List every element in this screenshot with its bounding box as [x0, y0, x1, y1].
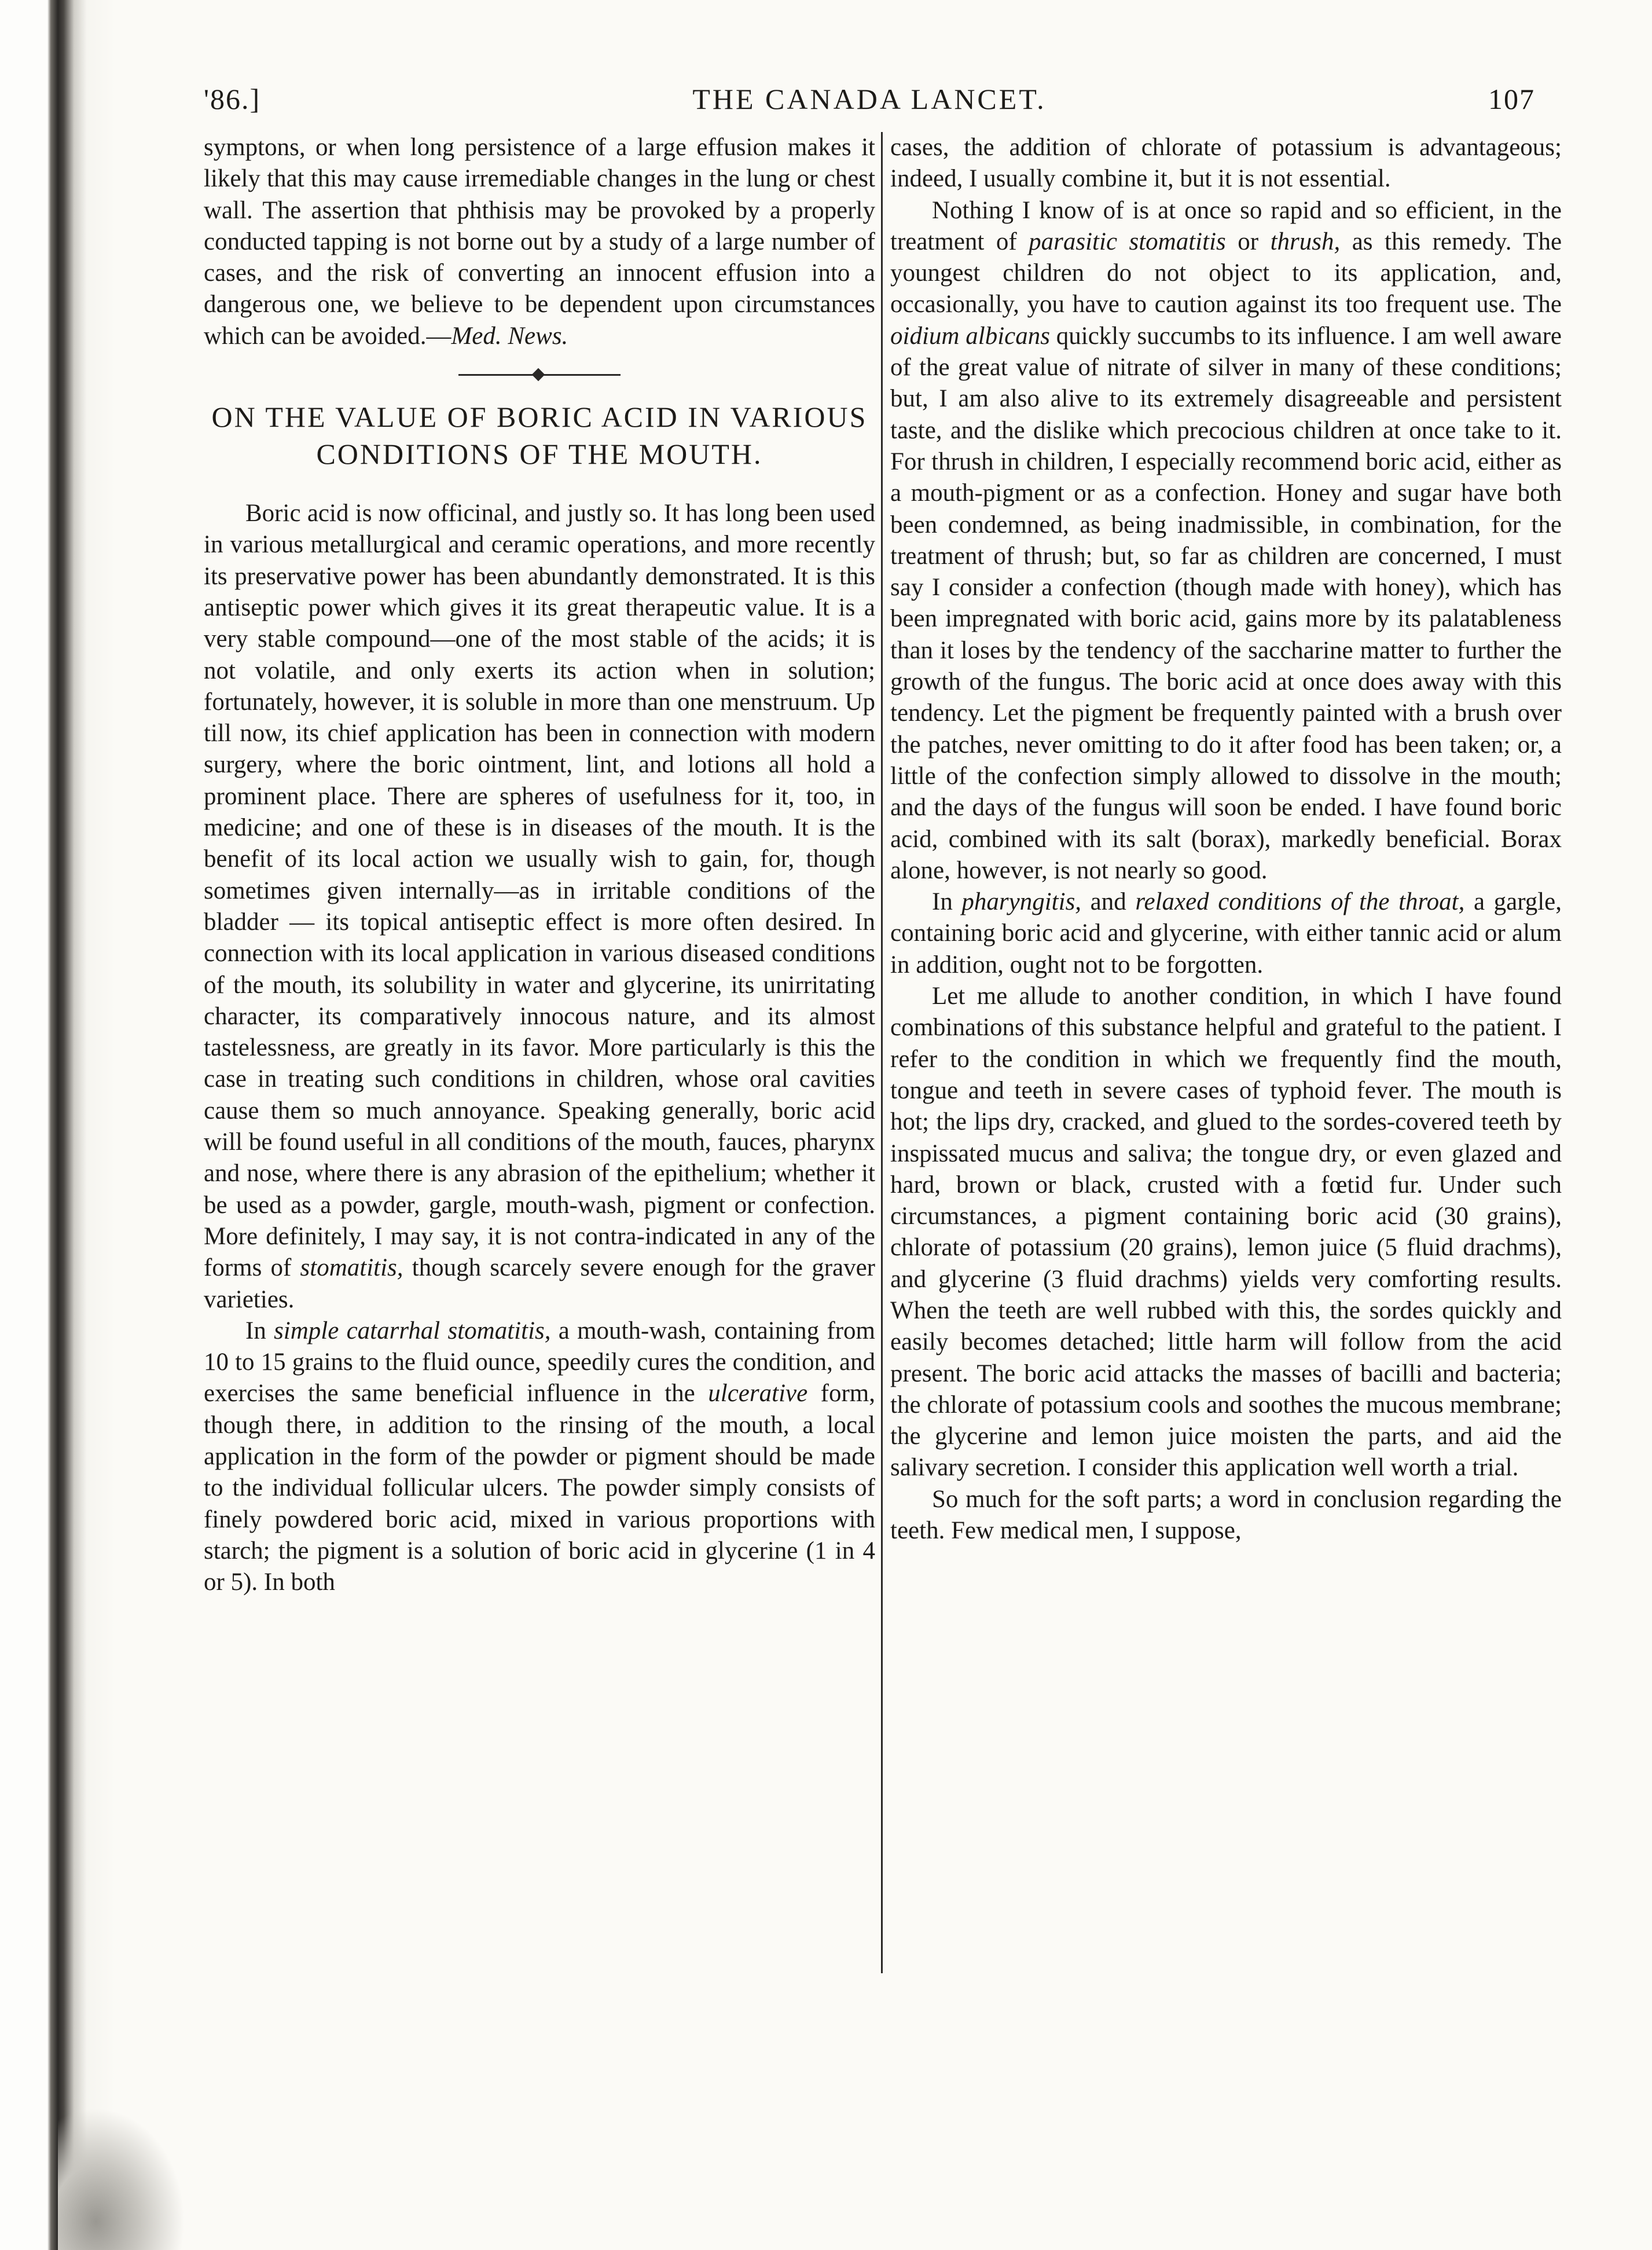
- page-number: 107: [1488, 83, 1535, 115]
- paragraph: Boric acid is now officinal, and justly so. It has long been used in various metallurgical and ceramic operations, and more recently its preservative power has been abundantly demonstrated. It is this antiseptic power which gives it its great therapeutic value. It is a very stable compound—one of the most stable of the acids; it is not volatile, and only exerts its action when in solution; fortunately, however, it is soluble in more than one menstruum. Up till now, its chief application has been in connection with modern surgery, where the boric ointment, lint, and lotions all hold a prominent place. There are spheres of usefulness for it, too, in medicine; and one of these is in diseases of the mouth. It is the benefit of its local action we usually wish to gain, for, though sometimes given internally—as in irritable conditions of the bladder — its topical antiseptic effect is more often desired. In connection with its local application in various diseased conditions of the mouth, its solubility in water and glycerine, its unirritating character, its comparatively innocous nature, and its almost tastelessness, are greatly in its favor. More particularly is this the case in treating such conditions in children, whose oral cavities cause them so much annoyance. Speaking generally, boric acid will be found useful in all conditions of the mouth, fauces, pharynx and nose, where there is any abrasion of the epithelium; whether it be used as a powder, gargle, mouth-wash, pigment or confection. More definitely, I may say, it is not contra-indicated in any of the forms of stomatitis, though scarcely severe enough for the graver varieties.: [204, 500, 875, 1313]
- left-column: [204, 132, 875, 1598]
- header-year: '86.]: [204, 83, 261, 115]
- paragraph: In pharyngitis, and relaxed conditions of the throat, a gargle, containing boric acid and glycerine, with either tannic acid or alum in addition, ought not to be forgotten.: [890, 888, 1562, 979]
- page-corner-smudge: [58, 2108, 185, 2250]
- source-citation: Med. News.: [451, 322, 568, 350]
- running-header: [204, 75, 1535, 122]
- ornamental-rule: [458, 366, 621, 383]
- column-divider: [881, 132, 883, 1973]
- paragraph-continued: symptons, or when long persistence of a large effusion makes it likely that this may cause irremediable changes in the lung or chest wall. The assertion that phthisis may be provoked by a properly conducted tapping is not borne out by a study of a large number of cases, and the risk of converting an innocent effusion into a dangerous one, we believe to be dependent upon circumstances which can be avoided.—Med. News.: [204, 134, 875, 350]
- paragraph: Nothing I know of is at once so rapid and so efficient, in the treatment of parasitic stomatitis or thrush, as this remedy. The youngest children do not object to its application, and, occasionally, you have to caution against its too frequent use. The oidium albicans quickly succumbs to its influence. I am well aware of the great value of nitrate of silver in many of these conditions; but, I am also alive to its extremely disagreeable and persistent taste, and the dislike which precocious children at once take to it. For thrush in children, I especially recommend boric acid, either as a mouth-pigment or as a confection. Honey and sugar have both been condemned, as being inadmissible, in combination, for the treatment of thrush; but, so far as children are concerned, I must say I consider a confection (though made with honey), which has been impregnated with boric acid, gains more by its palatableness than it loses by the tendency of the saccharine matter to further the growth of the fungus. The boric acid at once does away with this tendency. Let the pigment be frequently painted with a brush over the patches, never omitting to do it after food has been taken; or, a little of the confection simply allowed to dissolve in the mouth; and the days of the fungus will soon be ended. I have found boric acid, combined with its salt (borax), markedly beneficial. Borax alone, however, is not nearly so good.: [890, 196, 1562, 884]
- paragraph-continued: cases, the addition of chlorate of potassium is advantageous; indeed, I usually combine it, but it is not essential.: [890, 134, 1562, 193]
- paragraph: So much for the soft parts; a word in conclusion regarding the teeth. Few medical men, I suppose,: [890, 1485, 1562, 1545]
- page-binding-shadow: [0, 0, 116, 2250]
- paragraph: In simple catarrhal stomatitis, a mouth-wash, containing from 10 to 15 grains to the fluid ounce, speedily cures the condition, and exercises the same beneficial influence in the ulcerative form, though there, in addition to the rinsing of the mouth, a local application in the form of the powder or pigment should be made to the individual follicular ulcers. The powder simply consists of finely powdered boric acid, mixed in various proportions with starch; the pigment is a solution of boric acid in glycerine (1 in 4 or 5). In both: [204, 1317, 876, 1596]
- article-heading: ON THE VALUE OF BORIC ACID IN VARIOUS CONDITIONS OF THE MOUTH.: [211, 401, 868, 471]
- journal-title: THE CANADA LANCET.: [692, 83, 1047, 115]
- paragraph: Let me allude to another condition, in which I have found combinations of this substance helpful and grateful to the patient. I refer to the condition in which we frequently find the mouth, tongue and teeth in severe cases of typhoid fever. The mouth is hot; the lips dry, cracked, and glued to the sordes-covered teeth by inspissated mucus and saliva; the tongue dry, or even glazed and hard, brown or black, crusted with a fœtid fur. Under such circumstances, a pigment containing boric acid (30 grains), chlorate of potassium (20 grains), lemon juice (5 fluid drachms), and glycerine (3 fluid drachms) yields very comforting results. When the teeth are well rubbed with this, the sordes quickly and easily becomes detached; little harm will follow from the acid present. The boric acid attacks the masses of bacilli and bacteria; the chlorate of potassium cools and soothes the mucous membrane; the glycerine and lemon juice moisten the parts, and aid the salivary secretion. I consider this application well worth a trial.: [890, 983, 1562, 1482]
- right-column: [890, 132, 1562, 1547]
